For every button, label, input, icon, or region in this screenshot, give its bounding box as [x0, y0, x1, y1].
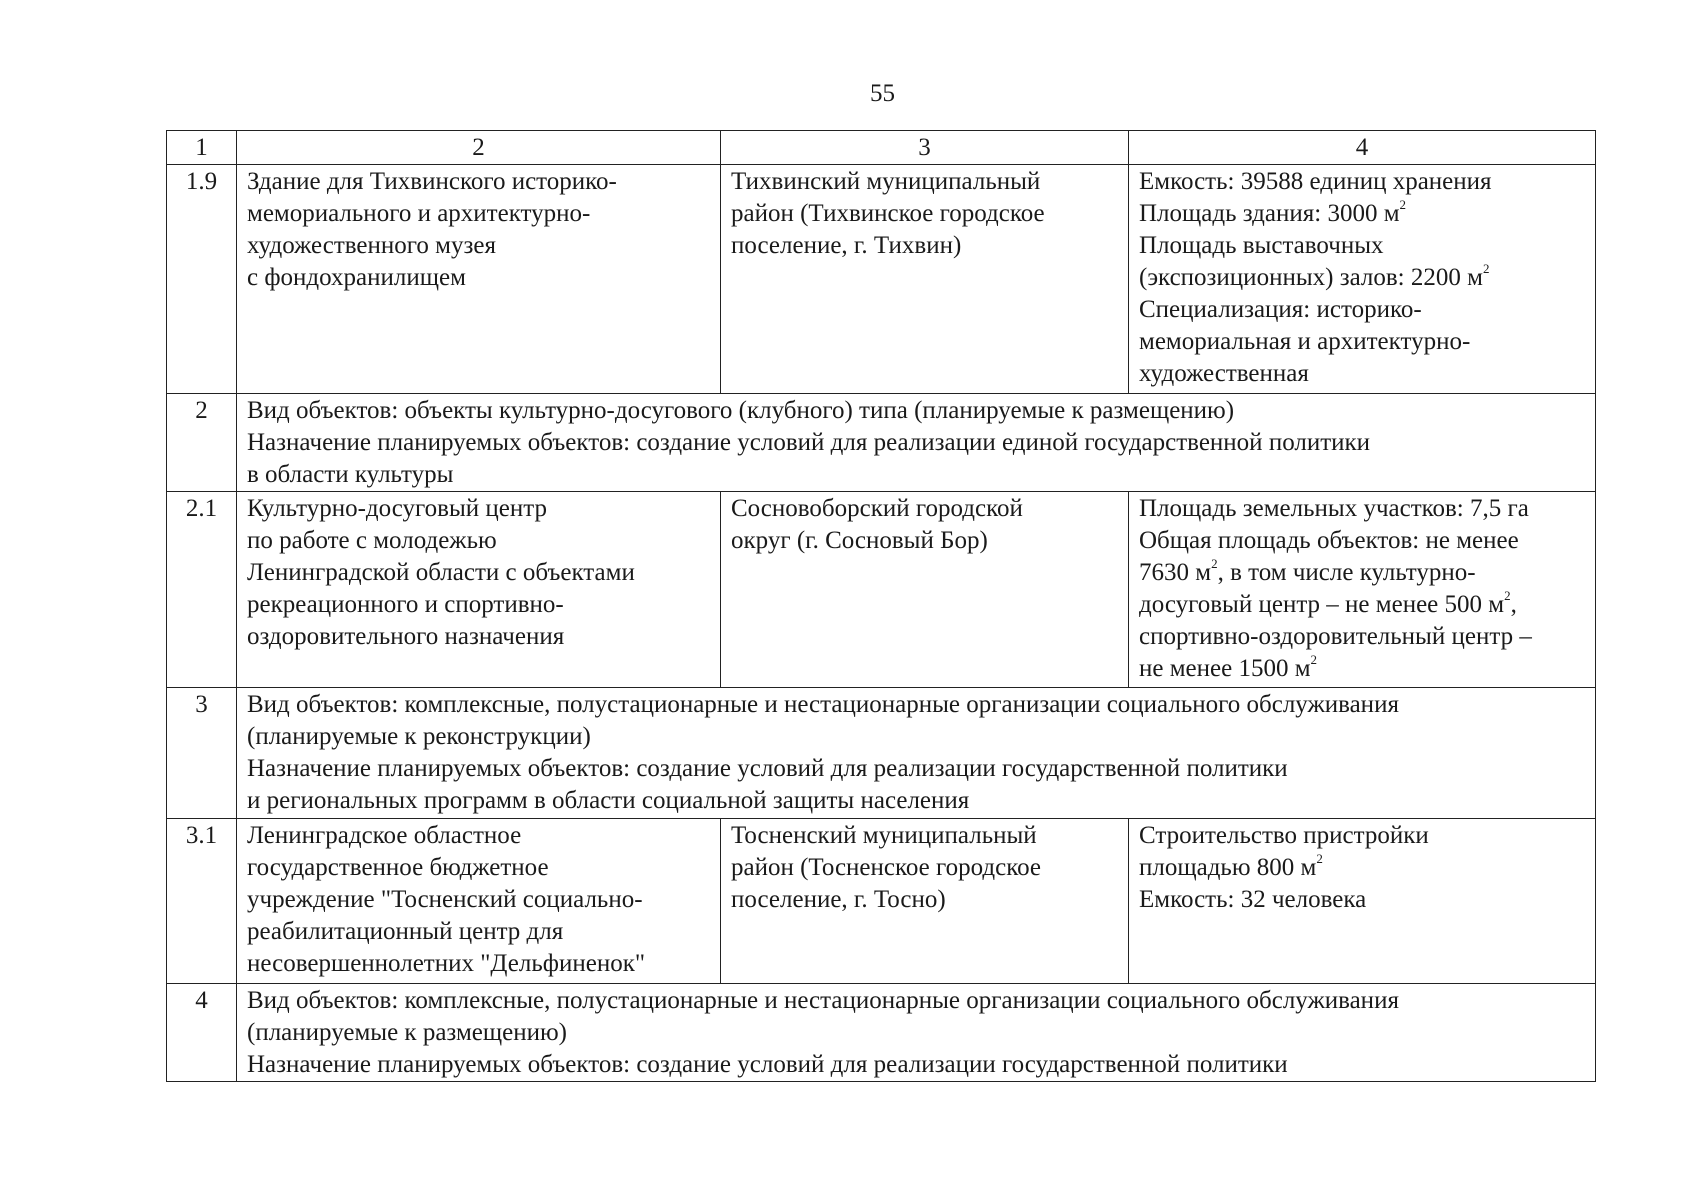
text-line: Культурно-досуговый центр [247, 495, 547, 522]
table-row [167, 165, 1596, 394]
text-line: Строительство пристройки [1139, 822, 1429, 849]
table-group-row [167, 394, 1596, 492]
table-row [167, 819, 1596, 984]
text-line: округ (г. Сосновый Бор) [731, 527, 988, 554]
text-line: Емкость: 32 человека [1139, 886, 1367, 913]
column-header-3: 3 [721, 131, 1129, 165]
text-line: в области культуры [247, 461, 454, 488]
object-name-cell [237, 165, 721, 394]
text-line: Вид объектов: объекты культурно-досугового (клубного) типа (планируемые к размещению) [247, 397, 1235, 424]
column-header-4: 4 [1129, 131, 1596, 165]
location-cell [721, 492, 1129, 688]
text-line: Ленинградское областное [247, 822, 522, 849]
text-line: мемориальная и архитектурно- [1139, 328, 1471, 355]
text-line: (планируемые к реконструкции) [247, 723, 591, 750]
text-line: Емкость: 39588 единиц хранения [1139, 168, 1492, 195]
text-line: Назначение планируемых объектов: создание условий для реализации государственной политики [247, 1051, 1288, 1078]
location-cell [721, 165, 1129, 394]
table-group-row [167, 688, 1596, 819]
location-cell [721, 819, 1129, 984]
text-line: и региональных программ в области социальной защиты населения [247, 787, 970, 814]
text-line: Назначение планируемых объектов: создание условий для реализации государственной политики [247, 755, 1288, 782]
text-line: Здание для Тихвинского историко- [247, 168, 617, 195]
text-line: Вид объектов: комплексные, полустационарные и нестационарные организации социального обслуживания [247, 987, 1399, 1014]
row-number: 1.9 [167, 165, 237, 394]
specs-cell [1129, 819, 1596, 984]
text-line: Тихвинский муниципальный [731, 168, 1041, 195]
text-line: государственное бюджетное [247, 854, 549, 881]
text-line: район (Тосненское городское [731, 854, 1042, 881]
text-line: с фондохранилищем [247, 264, 466, 291]
text-line: Площадь выставочных [1139, 232, 1384, 259]
text-line: Назначение планируемых объектов: создание условий для реализации единой государственной политики [247, 429, 1371, 456]
row-number: 2 [167, 394, 237, 492]
group-description-cell [237, 394, 1596, 492]
planning-objects-table [166, 130, 1596, 1082]
table-row [167, 492, 1596, 688]
column-header-2: 2 [237, 131, 721, 165]
text-line: мемориального и архитектурно- [247, 200, 591, 227]
specs-cell [1129, 165, 1596, 394]
row-number: 3 [167, 688, 237, 819]
text-line: Общая площадь объектов: не менее [1139, 527, 1519, 554]
text-line: рекреационного и спортивно- [247, 591, 564, 618]
text-line: художественная [1139, 360, 1309, 387]
text-line: 7630 $м^2$, в том числе культурно- [1139, 555, 1476, 586]
text-line: не менее 1500 $м^2$ [1139, 651, 1318, 682]
text-line: учреждение "Тосненский социально- [247, 886, 643, 913]
text-line: Сосновоборский городской [731, 495, 1023, 522]
row-number: 3.1 [167, 819, 237, 984]
text-line: оздоровительного назначения [247, 623, 565, 650]
text-line: реабилитационный центр для [247, 918, 564, 945]
text-line: поселение, г. Тихвин) [731, 232, 962, 259]
text-line: Площадь земельных участков: 7,5 га [1139, 495, 1529, 522]
object-name-cell [237, 819, 721, 984]
table-header-row [167, 131, 1596, 165]
text-line: Вид объектов: комплексные, полустационарные и нестационарные организации социального обслуживания [247, 691, 1399, 718]
text-line: Тосненский муниципальный [731, 822, 1037, 849]
specs-cell [1129, 492, 1596, 688]
row-number: 4 [167, 984, 237, 1082]
text-line: Специализация: историко- [1139, 296, 1422, 323]
text-line: художественного музея [247, 232, 496, 259]
text-line: (экспозиционных) залов: 2200 $м^2$ [1139, 260, 1490, 291]
object-name-cell [237, 492, 721, 688]
column-header-1: 1 [167, 131, 237, 165]
text-line: (планируемые к размещению) [247, 1019, 567, 1046]
table-group-row [167, 984, 1596, 1082]
text-line: район (Тихвинское городское [731, 200, 1045, 227]
text-line: Ленинградской области с объектами [247, 559, 635, 586]
group-description-cell [237, 984, 1596, 1082]
row-number: 2.1 [167, 492, 237, 688]
text-line: по работе с молодежью [247, 527, 497, 554]
text-line: спортивно-оздоровительный центр – [1139, 623, 1532, 650]
text-line: несовершеннолетних "Дельфиненок" [247, 950, 646, 977]
text-line: Площадь здания: 3000 $м^2$ [1139, 196, 1407, 227]
page-number: 55 [870, 80, 895, 107]
text-line: досуговый центр – не менее 500 $м^2$, [1139, 587, 1517, 618]
group-description-cell [237, 688, 1596, 819]
text-line: площадью 800 $м^2$ [1139, 850, 1323, 881]
text-line: поселение, г. Тосно) [731, 886, 946, 913]
